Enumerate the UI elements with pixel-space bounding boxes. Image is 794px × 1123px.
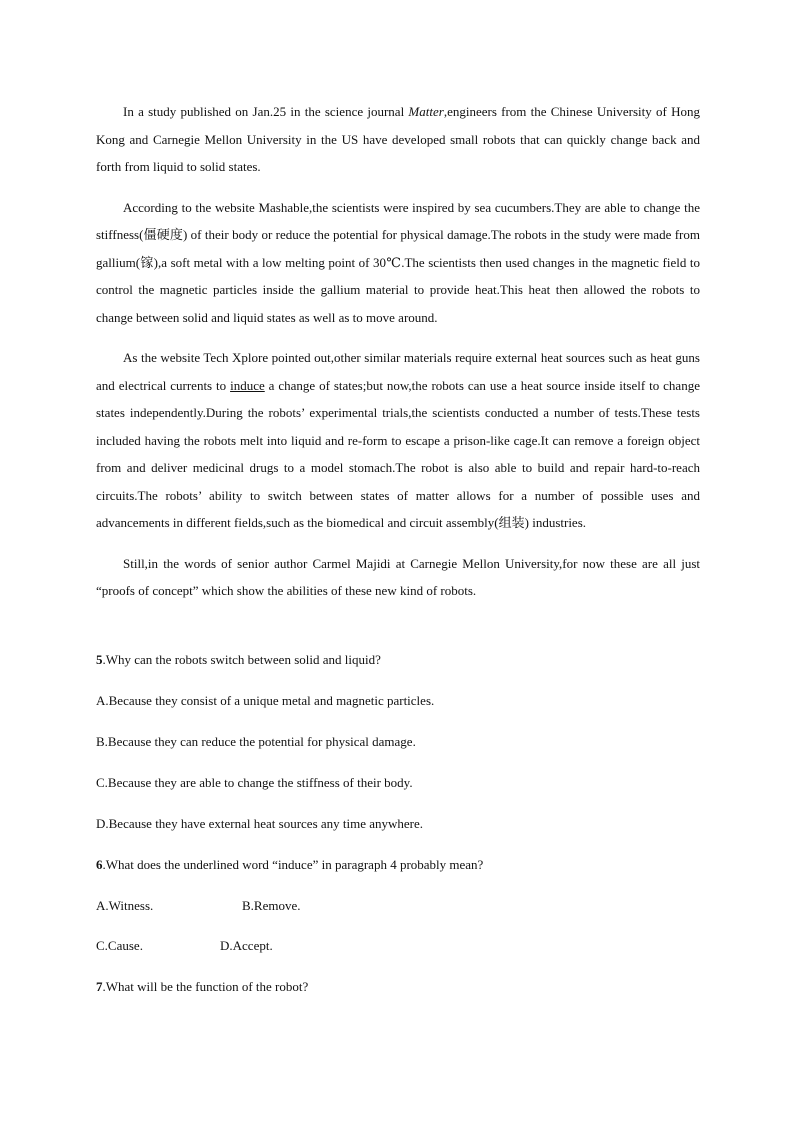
- question-6-text: .What does the underlined word “induce” in paragraph 4 probably mean?: [102, 857, 484, 872]
- p3-text-start: As the website Tech Xplore pointed out,other similar materials require external heat sources such as heat guns and electrical currents to: [96, 350, 700, 393]
- question-6-number: 6: [96, 857, 103, 872]
- p3-text-end: a change of states;but now,the robots can use a heat source inside itself to change states independently.During the robots’ experimental trials,the scientists conducted a number of tests.These tests included having the robots melt into liquid and re-form to escape a prison-like cage.It can remove a foreign object from and deliver medicinal drugs to a model stomach.The robot is also able to build and repair hard-to-reach circuits.The robots’ ability to switch between states of matter allows for a number of possible uses and advancements in different fields,such as the biomedical and circuit assembly(组装) industries.: [96, 377, 700, 530]
- question-7-number: 7: [96, 979, 103, 994]
- passage-paragraph-4: Still,in the words of senior author Carmel Majidi at Carnegie Mellon University,for now these are all just “proofs of concept” which show the abilities of these new kind of robots.: [96, 555, 700, 598]
- question-6-option-c: C.Cause.: [96, 938, 143, 953]
- question-5-stem: [96, 651, 381, 669]
- question-6-stem: [96, 856, 483, 874]
- p1-text-end: ,engineers from the Chinese University of Hong Kong and Carnegie Mellon University in the US have developed small robots that can quickly change back and forth from liquid to solid states.: [96, 104, 700, 174]
- passage-paragraph-2: According to the website Mashable,the scientists were inspired by sea cucumbers.They are able to change the stiffness(僵硬度) of their body or reduce the potential for physical damage.The robots in the study were made from gallium(镓),a soft metal with a low melting point of 30℃.The scientists then used changes in the magnetic field to control the magnetic particles inside the gallium material to provide heat.This heat then allowed the robots to change between solid and liquid states as well as to move around.: [96, 199, 700, 325]
- questions-section: [96, 0, 700, 1123]
- question-7-stem: [96, 978, 308, 996]
- question-5-option-d: D.Because they have external heat sources any time anywhere.: [96, 816, 424, 831]
- question-7-text: .What will be the function of the robot?: [102, 979, 309, 994]
- question-6-options-row-2: [96, 937, 273, 955]
- question-5-text: .Why can the robots switch between solid and liquid?: [102, 652, 381, 667]
- question-6-option-a: A.Witness.: [96, 898, 154, 913]
- question-6-options-row-1: [96, 897, 301, 915]
- underlined-word: induce: [230, 377, 265, 393]
- question-6-option-d: D.Accept.: [220, 938, 273, 953]
- question-5-number: 5: [96, 652, 103, 667]
- question-5-option-a: A.Because they consist of a unique metal and magnetic particles.: [96, 693, 435, 708]
- question-6-option-b: B.Remove.: [242, 898, 301, 913]
- p1-text-start: In a study published on Jan.25 in the science journal: [123, 104, 409, 119]
- question-5-option-b: B.Because they can reduce the potential for physical damage.: [96, 734, 416, 749]
- question-5-option-c: C.Because they are able to change the stiffness of their body.: [96, 775, 413, 790]
- journal-name: Matter: [408, 104, 444, 119]
